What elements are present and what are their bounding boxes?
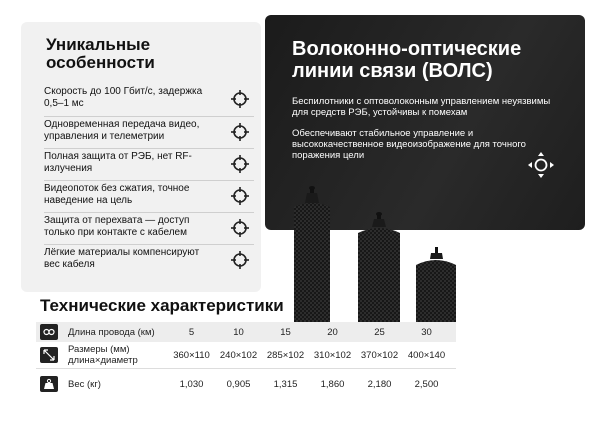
spec-value: 310×102 [313,349,352,361]
spec-label: Размеры (мм) длина×диаметр [68,344,138,366]
hero-title: Волоконно-оптические линии связи (ВОЛС) [292,38,522,82]
spec-value: 20 [327,326,338,338]
spec-value: 5 [188,326,195,338]
dpad-icon [527,151,555,179]
fiber-spools-image [285,185,460,345]
spec-value: 1,860 [320,378,345,390]
crosshair-icon [230,89,250,109]
feature-item [44,244,254,276]
spec-value: 1,315 [273,378,298,390]
crosshair-icon [230,154,250,174]
feature-item [44,212,254,244]
crosshair-icon [230,122,250,142]
feature-label: Защита от перехвата — доступ только при контакте с кабелем [44,215,190,238]
feature-item [44,84,254,116]
features-list [44,84,254,276]
spec-value: 10 [233,326,244,338]
table-row [36,342,456,369]
feature-label: Полная защита от РЭБ, нет RF-излучения [44,151,192,174]
feature-item [44,180,254,212]
crosshair-icon [230,218,250,238]
table-row [36,322,456,342]
weight-icon [40,376,58,392]
feature-item [44,116,254,148]
dimensions-icon [40,347,58,363]
table-row [36,369,456,399]
spec-value: 30 [421,326,432,338]
crosshair-icon [230,186,250,206]
specs-table [36,322,456,399]
spec-value: 25 [374,326,385,338]
cable-length-icon [40,324,58,340]
hero-paragraph-2: Обеспечивают стабильное управление и высококачественное видеоизображение для точного поражения цели [292,128,526,161]
feature-label: Лёгкие материалы компенсируют вес кабеля [44,247,200,270]
spec-label: Длина провода (км) [68,326,155,338]
spec-value: 240×102 [219,349,258,361]
feature-label: Видеопоток без сжатия, точное наведение на цель [44,183,190,206]
hero-paragraph-1: Беспилотники с оптоволоконным управлением неуязвимы для средств РЭБ, устойчивы к помехам [292,96,551,118]
spec-value: 1,030 [179,378,204,390]
spec-value: 400×140 [407,349,446,361]
spec-value: 2,180 [367,378,392,390]
spec-value: 0,905 [226,378,251,390]
feature-item [44,148,254,180]
features-title: Уникальные особенности [46,35,155,72]
crosshair-icon [230,250,250,270]
specs-title: Технические характеристики [40,296,284,315]
spec-value: 15 [280,326,291,338]
spec-value: 370×102 [360,349,399,361]
feature-label: Одновременная передача видео, управления и телеметрии [44,119,200,142]
spec-value: 360×110 [173,349,210,361]
spec-value: 285×102 [266,349,305,361]
spec-value: 2,500 [414,378,439,390]
feature-label: Скорость до 100 Гбит/с, задержка 0,5–1 мс [44,86,203,109]
spec-label: Вес (кг) [68,378,101,390]
